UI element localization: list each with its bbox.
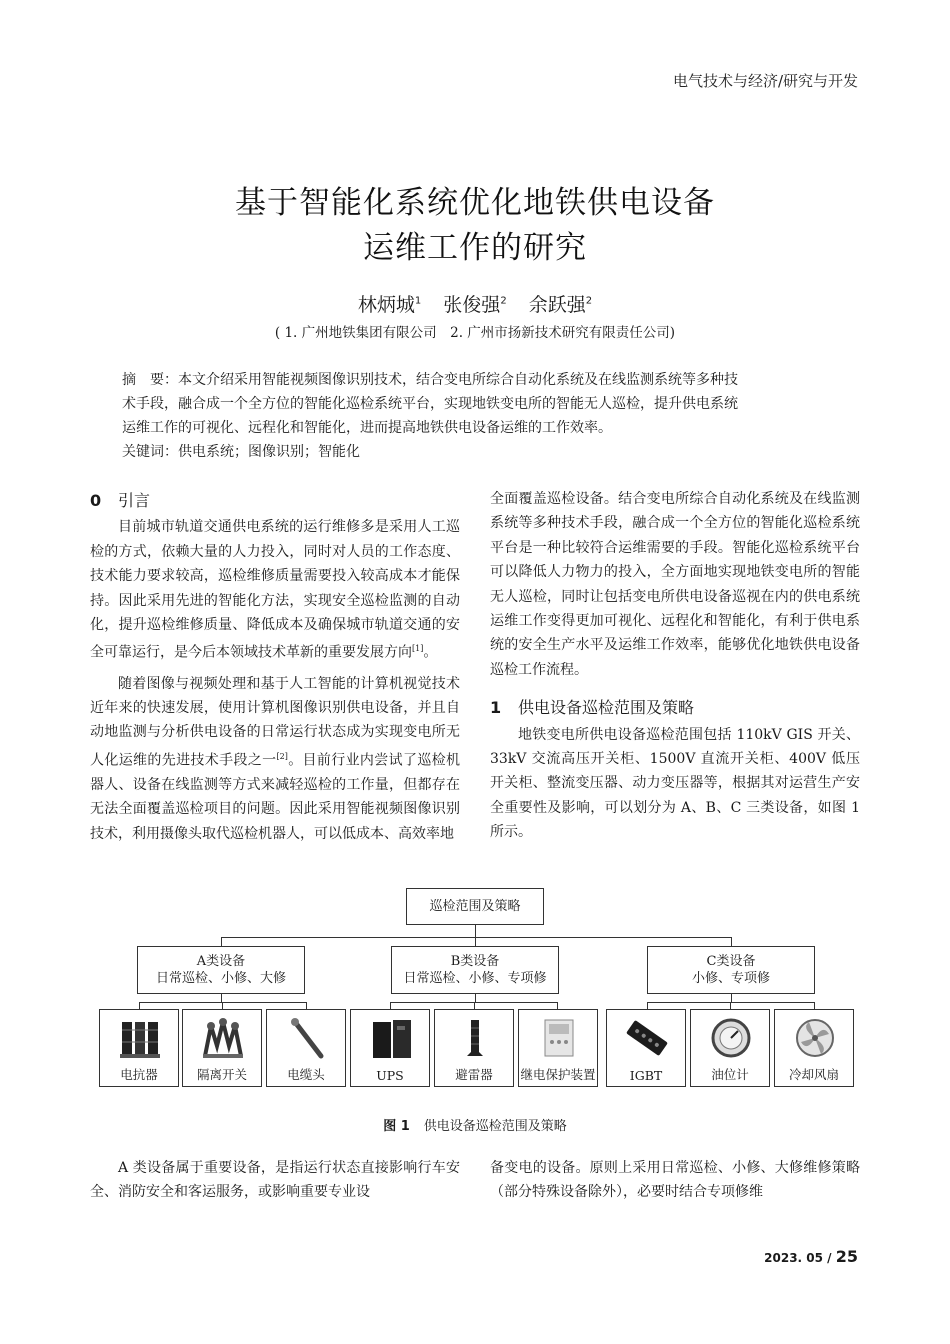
right-column <box>490 487 860 845</box>
paragraph: 全面覆盖巡检设备。结合变电所综合自动化系统及在线监测系统等多种技术手段，融合成一个全方位的智能化巡检系统平台是一种比较符合运维需要的手段。智能化巡检系统平台可以降低人力物力的投入，全方面地实现地铁变电所的智能无人巡检，同时让包括变电所供电设备巡视在内的供电系统运维工作变得更加可视化、远程化和智能化，有利于供电系统的安全生产水平及运维工作效率，能够优化地铁供电设备巡检工作流程。 <box>490 491 860 678</box>
abstract-line: 运维工作的可视化、远程化和智能化，进而提高地铁供电设备运维的工作效率。 <box>122 420 612 436</box>
device-label: 避雷器 <box>455 1067 493 1082</box>
reactor-icon <box>118 1016 162 1060</box>
author-affil-sup: 1 <box>414 295 422 307</box>
connector <box>139 1002 307 1003</box>
connector <box>814 1002 815 1009</box>
group-strategy: 日常巡检、小修、专项修 <box>403 971 547 986</box>
device-ups <box>350 1009 430 1087</box>
relay-protection-icon <box>537 1016 581 1060</box>
citation: [1] <box>412 644 424 654</box>
author-affil-sup: 2 <box>500 295 507 307</box>
author-name: 张俊强 <box>443 294 501 316</box>
diagram-root-box: 巡检范围及策略 <box>406 888 544 925</box>
figure-caption-text: 供电设备巡检范围及策略 <box>423 1119 567 1134</box>
connector <box>731 937 732 946</box>
section-heading <box>90 489 460 513</box>
left-column <box>90 489 460 846</box>
paper-title-line1: 基于智能化系统优化地铁供电设备 <box>235 185 715 221</box>
connector <box>730 1002 731 1009</box>
cooling-fan-icon <box>793 1016 837 1060</box>
group-a-box <box>137 946 305 994</box>
section-title: 供电设备巡检范围及策略 <box>518 698 695 718</box>
connector <box>647 1002 648 1009</box>
device-label: UPS <box>376 1068 404 1083</box>
device-cable-head <box>266 1009 346 1087</box>
paragraph-text: 随着图像与视频处理和基于人工智能的计算机视觉技术近年来的快速发展，使用计算机图像识别供电设备，并且自动地监测与分析供电设备的日常运行状态成为实现变电所无人化运维的先进技术手段之一 <box>90 675 460 769</box>
igbt-icon <box>625 1016 669 1060</box>
connector <box>139 1002 140 1009</box>
paragraph: 地铁变电所供电设备巡检范围包括 110kV GIS 开关、33kV 交流高压开关柜、1500V 直流开关柜、400V 低压开关柜、整流变压器、动力变压器等，根据其对运营生产安全重要性及影响，可以划分为 A、B、C 三类设备，如图 1 所示。 <box>490 726 860 841</box>
page-number: 25 <box>835 1247 858 1266</box>
group-c-box <box>647 946 815 994</box>
isolator-switch-icon <box>201 1016 245 1060</box>
author-name: 余跃强 <box>528 294 586 316</box>
connector <box>221 994 222 1002</box>
abstract <box>122 368 832 464</box>
abstract-line: 本文介绍采用智能视频图像识别技术，结合变电所综合自动化系统及在线监测系统等多种技 <box>178 372 738 388</box>
section-number: 1 <box>490 698 502 718</box>
device-label: 隔离开关 <box>196 1067 247 1082</box>
paragraph-text: 。 <box>423 645 438 662</box>
device-reactor <box>99 1009 179 1087</box>
group-strategy: 小修、专项修 <box>691 971 770 986</box>
device-label: 油位计 <box>711 1067 749 1082</box>
oil-gauge-icon <box>709 1016 753 1060</box>
paragraph <box>90 672 460 847</box>
journal-header: 电气技术与经济/研究与开发 <box>672 72 858 90</box>
author-affil-sup: 2 <box>585 295 593 307</box>
affiliations: ( 1. 广州地铁集团有限公司 2. 广州市扬新技术研究有限责任公司) <box>274 325 676 341</box>
cable-head-icon <box>285 1016 329 1060</box>
section-title: 引言 <box>118 491 151 510</box>
figure-caption <box>0 1115 950 1134</box>
arrester-icon <box>453 1016 497 1060</box>
connector <box>221 937 222 946</box>
connector <box>222 1002 223 1009</box>
group-name: A类设备 <box>196 954 246 969</box>
group-strategy: 日常巡检、小修、大修 <box>155 971 286 986</box>
connector <box>475 925 476 937</box>
citation: [2] <box>276 751 288 761</box>
device-arrester <box>434 1009 514 1087</box>
paragraph: 备变电的设备。原则上采用日常巡检、小修、大修维修策略（部分特殊设备除外），必要时结合专项修维 <box>490 1160 860 1201</box>
issue-date: 2023. 05 / <box>764 1251 836 1265</box>
connector <box>475 937 476 946</box>
connector <box>474 1002 475 1009</box>
author-name: 林炳城 <box>357 294 415 316</box>
group-name: C类设备 <box>706 954 756 969</box>
abstract-label: 摘 要： <box>122 372 178 388</box>
connector <box>731 994 732 1002</box>
connector <box>475 994 476 1002</box>
device-isolator <box>182 1009 262 1087</box>
device-relay-protection <box>518 1009 598 1087</box>
paragraph: A 类设备属于重要设备，是指运行状态直接影响行车安全、消防安全和客运服务，或影响重要专业设 <box>90 1160 460 1201</box>
left-column-tail <box>90 1156 460 1205</box>
right-column-tail <box>490 1156 860 1205</box>
keywords: 供电系统；图像识别；智能化 <box>178 444 360 460</box>
device-label: 电抗器 <box>120 1067 158 1082</box>
paper-title-line2: 运维工作的研究 <box>363 230 587 266</box>
authors <box>0 290 950 317</box>
group-name: B类设备 <box>450 954 500 969</box>
connector <box>390 1002 391 1009</box>
device-cooling-fan <box>774 1009 854 1087</box>
figure-number: 图 1 <box>383 1119 410 1134</box>
device-igbt <box>606 1009 686 1087</box>
page-footer <box>764 1247 858 1266</box>
connector <box>647 1002 815 1003</box>
device-label: 冷却风扇 <box>788 1067 839 1082</box>
paragraph <box>90 515 460 665</box>
device-label: 电缆头 <box>287 1067 325 1082</box>
connector <box>557 1002 558 1009</box>
ups-icon <box>369 1016 413 1060</box>
paragraph-text: 目前城市轨道交通供电系统的运行维修多是采用人工巡检的方式，依赖大量的人力投入，同时对人员的工作态度、技术能力要求较高，巡检维修质量需要投入较高成本才能保持。因此采用先进的智能化方法，实现安全巡检监测的自动化，提升巡检维修质量、降低成本及确保城市轨道交通的安全可靠运行，是今后本领域技术革新的重要发展方向 <box>90 519 460 662</box>
device-oil-gauge <box>690 1009 770 1087</box>
device-label: 继电保护装置 <box>520 1067 596 1082</box>
connector <box>221 937 731 938</box>
abstract-line: 术手段，融合成一个全方位的智能化巡检系统平台，实现地铁变电所的智能无人巡检，提升供电系统 <box>122 396 738 412</box>
group-b-box <box>391 946 559 994</box>
keywords-label: 关键词： <box>122 444 178 460</box>
section-heading <box>490 696 860 720</box>
paragraph-text: 。目前行业内尝试了巡检机器人、设备在线监测等方式来减轻巡检的工作量，但都存在无法全面覆盖巡检项目的问题。因此采用智能视频图像识别技术，利用摄像头取代巡检机器人，可以低成本、高效率地 <box>90 752 461 842</box>
connector <box>306 1002 307 1009</box>
section-number: 0 <box>90 491 102 510</box>
device-label: IGBT <box>629 1068 663 1083</box>
